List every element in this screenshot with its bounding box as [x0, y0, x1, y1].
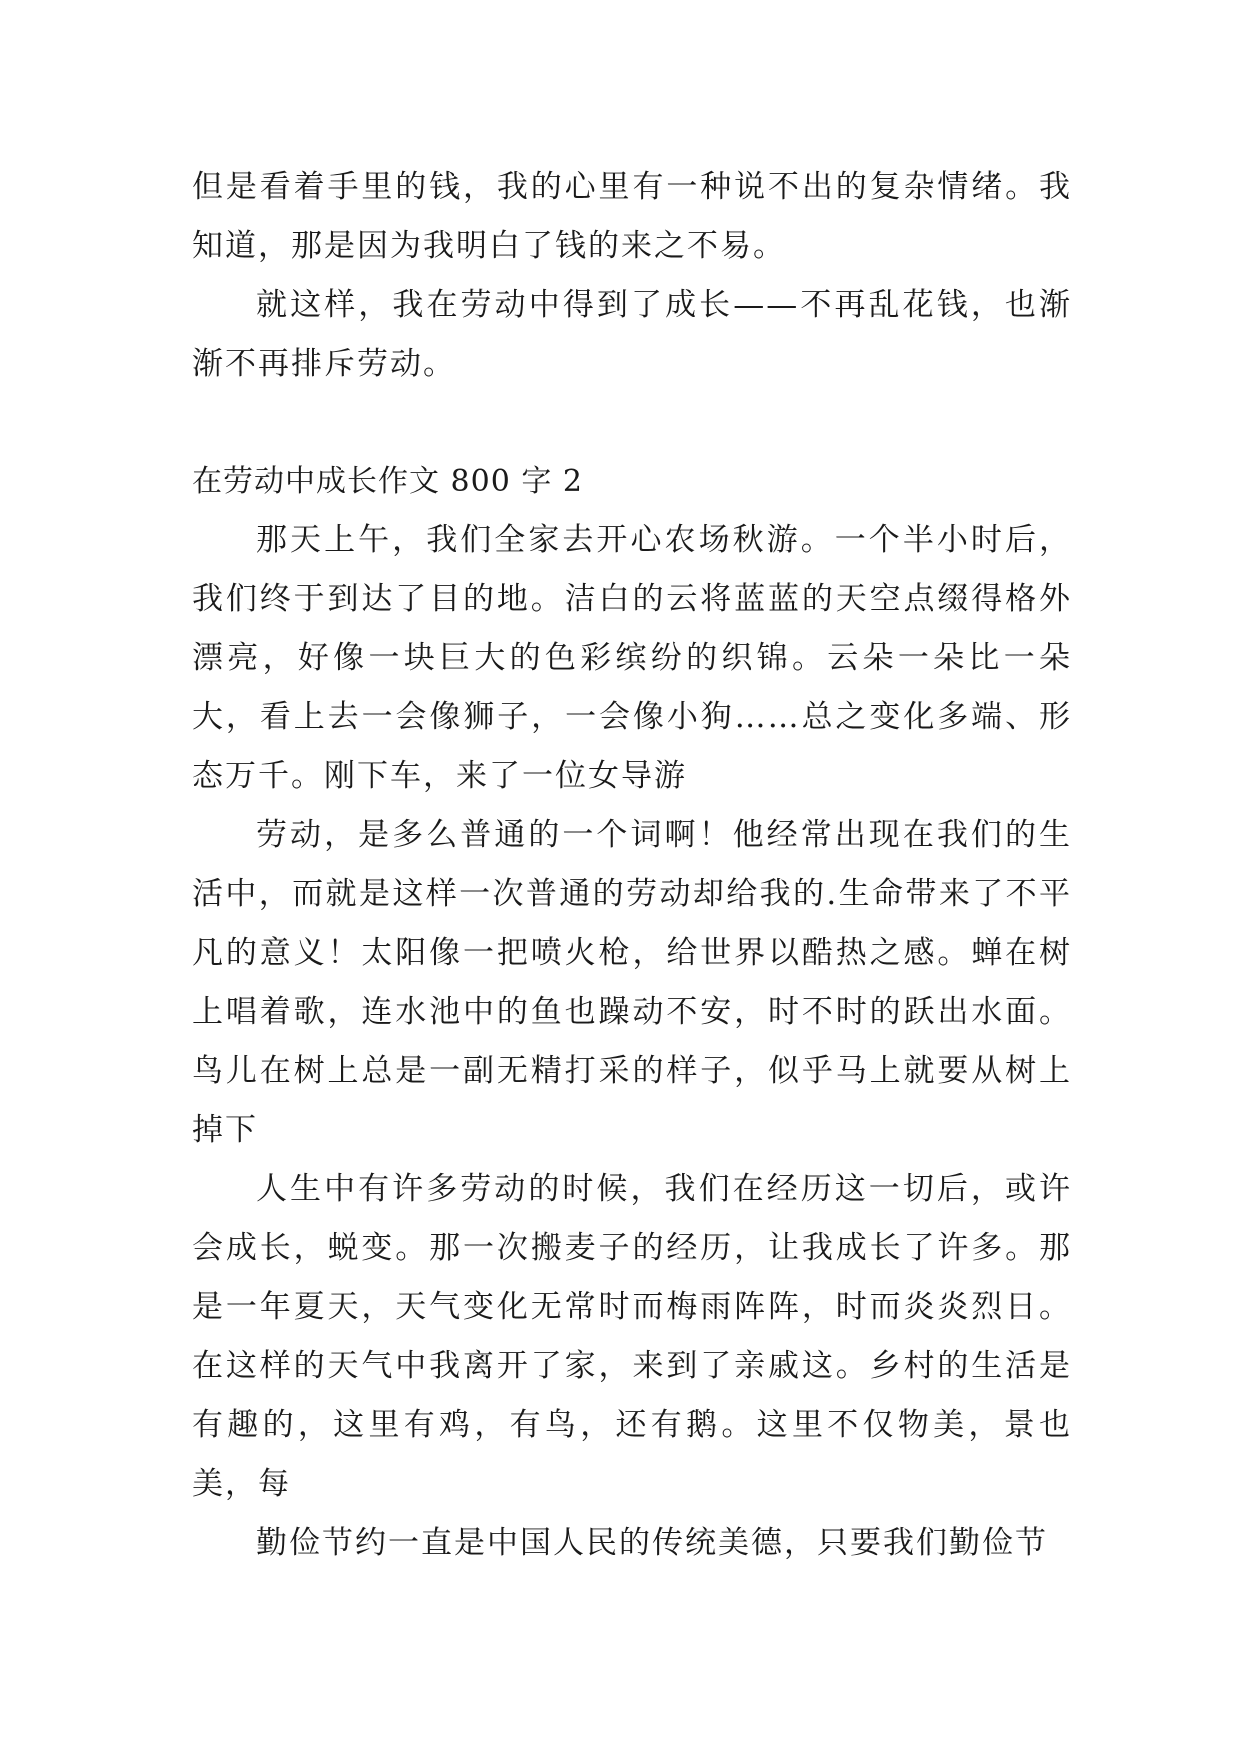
paragraph: 就这样，我在劳动中得到了成长——不再乱花钱，也渐渐不再排斥劳动。	[192, 287, 1072, 382]
paragraph: 勤俭节约一直是中国人民的传统美德，只要我们勤俭节	[256, 1525, 1048, 1561]
section-title: 在劳动中成长作文 800 字 2	[192, 464, 583, 499]
paragraph: 那天上午，我们全家去开心农场秋游。一个半小时后，我们终于到达了目的地。洁白的云将蓝蓝的天空点缀得格外漂亮，好像一块巨大的色彩缤纷的织锦。云朵一朵比一朵大，看上去一会像狮子，一会像小狗……总之变化多端、形态万千。刚下车，来了一位女导游	[192, 522, 1072, 794]
paragraph: 劳动，是多么普通的一个词啊！他经常出现在我们的生活中，而就是这样一次普通的劳动却给我的.生命带来了不平凡的意义！太阳像一把喷火枪，给世界以酷热之感。蝉在树上唱着歌，连水池中的鱼也躁动不安，时不时的跃出水面。鸟儿在树上总是一副无精打采的样子，似乎马上就要从树上掉下	[192, 817, 1072, 1148]
paragraph: 人生中有许多劳动的时候，我们在经历这一切后，或许会成长，蜕变。那一次搬麦子的经历，让我成长了许多。那是一年夏天，天气变化无常时而梅雨阵阵，时而炎炎烈日。在这样的天气中我离开了家，来到了亲戚这。乡村的生活是有趣的，这里有鸡，有鸟，还有鹅。这里不仅物美，景也美，每	[192, 1171, 1072, 1502]
document-body	[192, 158, 1072, 1573]
paragraph: 但是看着手里的钱，我的心里有一种说不出的复杂情绪。我知道，那是因为我明白了钱的来之不易。	[192, 169, 1072, 264]
